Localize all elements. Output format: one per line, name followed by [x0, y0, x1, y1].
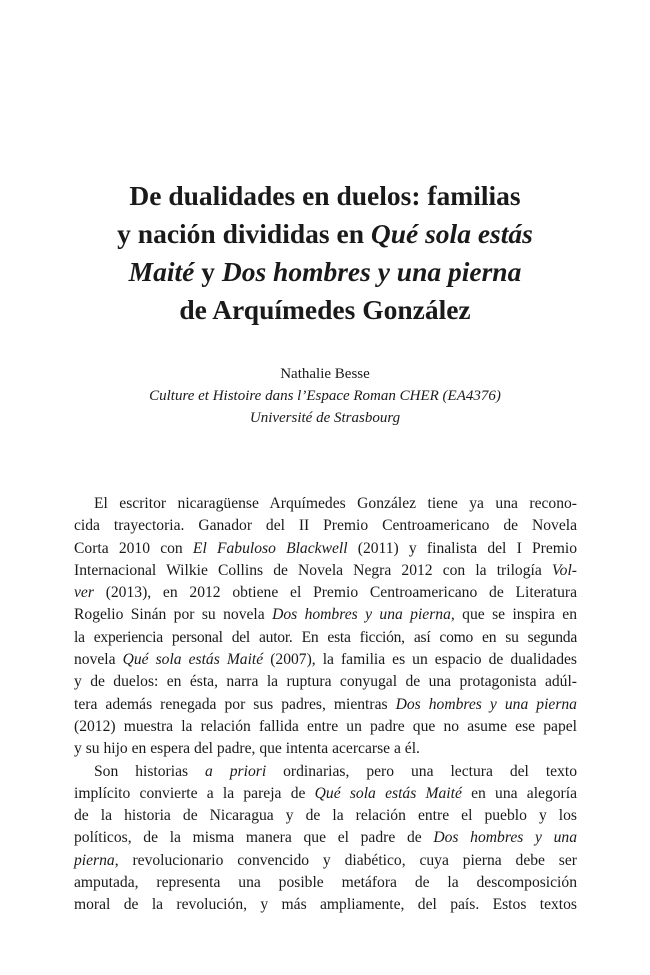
body-line: Rogelio Sinán por su novela Dos hombres y una pierna, que se inspira en — [74, 606, 578, 624]
body-line: políticos, de la misma manera que el padre de Dos hombres y una — [74, 829, 577, 847]
body-line: amputada, representa una posible metáfora de la descomposición — [74, 874, 577, 892]
body-line: Corta 2010 con El Fabuloso Blackwell (2011) y finalista del I Premio — [74, 539, 578, 557]
body-line: moral de la revolución, y más ampliamente, del país. Estos textos — [74, 896, 577, 914]
body-line: cida trayectoria. Ganador del II Premio Centroamericano de Novela — [74, 517, 577, 535]
body-line: y de duelos: en ésta, narra la ruptura conyugal de una protagonista adúl- — [74, 673, 577, 691]
body-line: El escritor nicaragüense Arquímedes González tiene ya una recono- — [94, 495, 577, 512]
title-line-4: de Arquímedes González — [179, 294, 471, 325]
body-line: pierna, revolucionario convencido y diabético, cuya pierna debe ser — [74, 851, 577, 869]
body-text — [74, 493, 577, 917]
author-university: Université de Strasbourg — [249, 410, 401, 426]
body-line: y su hijo en espera del padre, que intenta acercarse a él. — [74, 740, 420, 758]
title-line-2: y nación divididas en Qué sola estás — [117, 218, 533, 249]
title-line-1: De dualidades en duelos: familias — [129, 180, 521, 211]
author-block — [60, 363, 590, 429]
body-line: (2012) muestra la relación fallida entre un padre que no asume ese papel — [74, 717, 577, 735]
body-line: ver (2013), en 2012 obtiene el Premio Centroamericano de Literatura — [74, 584, 577, 602]
body-line: la experiencia personal del autor. En esta ficción, así como en su segunda — [74, 628, 577, 646]
title-line-3: Maité y Dos hombres y una pierna — [128, 256, 522, 287]
author-name: Nathalie Besse — [280, 366, 370, 382]
author-affiliation: Culture et Histoire dans l’Espace Roman CHER (EA4376) — [149, 388, 501, 404]
body-line: Internacional Wilkie Collins de Novela Negra 2012 con la trilogía Vol- — [74, 561, 577, 579]
body-line: Son historias a priori ordinarias, pero una lectura del texto — [94, 762, 578, 780]
body-line: implícito convierte a la pareja de Qué sola estás Maité en una alegoría — [74, 784, 577, 802]
body-line: tera además renegada por sus padres, mientras Dos hombres y una pierna — [74, 695, 577, 713]
article-title — [60, 177, 590, 329]
body-line: novela Qué sola estás Maité (2007), la familia es un espacio de dualidades — [74, 651, 578, 669]
body-line: de la historia de Nicaragua y de la relación entre el pueblo y los — [74, 807, 577, 825]
